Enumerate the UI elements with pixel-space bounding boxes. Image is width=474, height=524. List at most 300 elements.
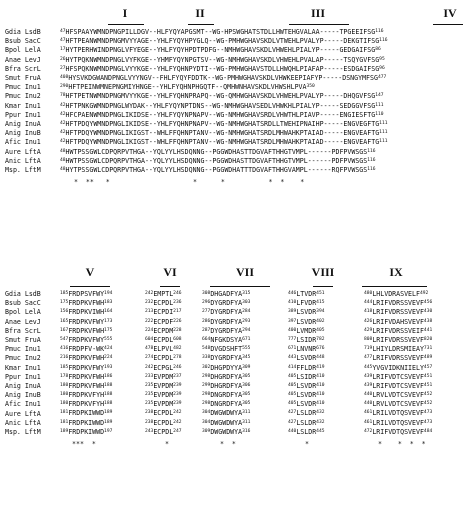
motif-text: ELPVL xyxy=(153,345,174,354)
organism-name: Pmuc Inu1 xyxy=(5,83,41,92)
sequence-row xyxy=(60,83,387,92)
sequence-text: HFTPDQYWMNDPNGLIKIDSE--YHLFYQHNPNAPV--WG-NMHWGHATSRDLLTWEHIPNAIHP-----ENGVEGFTG xyxy=(65,120,380,129)
position-end: 224 xyxy=(104,355,113,361)
position-end: 217 xyxy=(173,309,182,315)
position-end: 731 xyxy=(423,346,433,352)
conservation-stars: * xyxy=(305,440,309,448)
organism-name: Gdia LsdB xyxy=(5,290,41,298)
motif-text: DYGRDFYA xyxy=(210,317,243,326)
position-end: 608 xyxy=(173,336,182,342)
position-start: 418 xyxy=(364,309,373,315)
sequence-text: HFCPAENWMNDPNGLIKIDSE--YHLFYQYNPNAPV--WG-NMHWGHAVSRDLVHWTHLPIAVP-----ENGIESFTG xyxy=(65,110,376,119)
motif-cell xyxy=(202,299,250,308)
motif-cell xyxy=(145,373,181,382)
motif-text: LSIDR xyxy=(296,372,317,381)
position-end: 410 xyxy=(316,401,325,407)
motif-text: FRDPKVIWH xyxy=(68,308,105,317)
position-start: 42 xyxy=(60,139,66,145)
position-end: 303 xyxy=(242,300,251,306)
motif-cell xyxy=(364,382,432,391)
motif-text: DYGRDFYA xyxy=(210,308,243,317)
position-start: 427 xyxy=(288,410,297,416)
motif-cell xyxy=(202,382,250,391)
position-end: 432 xyxy=(316,419,325,425)
motif-text: ECPDL xyxy=(153,409,174,418)
position-start: 440 xyxy=(288,428,297,434)
motif-cell xyxy=(364,354,432,363)
position-end: 111 xyxy=(379,121,388,127)
position-start: 777 xyxy=(288,336,297,342)
motif-cell xyxy=(145,336,181,345)
position-start: 298 xyxy=(202,373,211,379)
motif-cell xyxy=(364,318,432,327)
position-start: 397 xyxy=(288,318,297,324)
motif-cell xyxy=(60,336,112,345)
position-start: 235 xyxy=(145,382,154,388)
position-start: 308 xyxy=(202,291,211,296)
position-end: 456 xyxy=(423,300,433,306)
position-start: 427 xyxy=(288,419,297,425)
motif-text: FRDPKVFWY xyxy=(68,363,105,372)
position-end: 175 xyxy=(104,327,113,333)
organism-name: Afic Inu1 xyxy=(5,400,41,409)
sequence-row xyxy=(60,138,387,147)
position-start: 338 xyxy=(202,355,211,361)
position-start: 181 xyxy=(60,410,69,416)
region-label-I: I xyxy=(122,6,128,20)
motif-text: LRIFVDRSSVEVF xyxy=(372,354,424,363)
region-bar-I xyxy=(108,24,144,25)
region-bar-VI xyxy=(160,286,180,287)
motif-cell xyxy=(145,308,181,317)
motif-cell xyxy=(60,391,112,400)
position-end: 452 xyxy=(423,401,433,407)
position-start: 26 xyxy=(60,56,66,62)
position-start: 439 xyxy=(364,382,373,388)
sequence-row xyxy=(60,327,470,336)
motif-cell xyxy=(288,409,324,418)
motif-text: FRDPKVFYH xyxy=(68,400,105,409)
motif-cell xyxy=(60,327,112,336)
motif-cell xyxy=(364,364,432,373)
position-start: 446 xyxy=(288,291,297,296)
motif-cell xyxy=(364,299,432,308)
organism-name: Pmuc Inu2 xyxy=(5,92,41,101)
position-end: 452 xyxy=(423,392,433,398)
organism-name: Anae LevJ xyxy=(5,55,41,64)
position-end: 482 xyxy=(173,346,182,352)
position-start: 461 xyxy=(364,410,373,416)
motif-text: DWGWDWYA xyxy=(210,418,243,427)
motif-text: ECPDM xyxy=(153,326,174,335)
motif-cell xyxy=(364,391,432,400)
organism-name: Bsub SacC xyxy=(5,299,41,308)
motif-cell xyxy=(60,400,112,409)
position-end: 284 xyxy=(242,309,251,315)
sequence-row xyxy=(60,56,387,65)
position-start: 216 xyxy=(60,355,69,361)
organism-name: Anic LftA xyxy=(5,156,41,165)
sequence-row xyxy=(60,148,387,157)
sequence-row xyxy=(60,400,470,409)
motif-text: LVMDR xyxy=(296,326,317,335)
motif-cell xyxy=(364,409,432,418)
sequence-text: HFTPDQYWMNDPNGLIKIGST--WHLFFQHNPTANV--WG-NMHWGHATSRDLMHWAHKPTAIAD-----ENGVEAFTG xyxy=(65,129,380,138)
position-start: 178 xyxy=(60,373,69,379)
position-start: 213 xyxy=(145,309,154,315)
position-start: 426 xyxy=(364,318,373,324)
motif-cell xyxy=(145,419,181,428)
motif-text: DYGRDFYA xyxy=(210,354,243,363)
motif-cell xyxy=(202,409,250,418)
sequence-text: HFTPNKGWMNDPNGLWYDAK--YHLFYQYNPTDNS--WG-NMHWGHAVSEDLVHWKHLPIALYP-----SEDGGVFSG xyxy=(65,101,376,110)
motif-text: FRDPKIWWD xyxy=(68,427,105,436)
position-end: 441 xyxy=(423,327,433,333)
motif-cell xyxy=(145,400,181,409)
position-end: 293 xyxy=(242,318,251,324)
position-end: 86 xyxy=(375,47,381,53)
position-end: 164 xyxy=(104,309,113,315)
motif-cell xyxy=(145,345,181,354)
position-end: 394 xyxy=(316,309,325,315)
motif-cell xyxy=(60,382,112,391)
motif-text: DHGPDYYA xyxy=(210,363,243,372)
motif-text: FFLDR xyxy=(296,363,317,372)
motif-cell xyxy=(288,336,324,345)
position-start: 444 xyxy=(364,300,373,306)
motif-text: LSVDR xyxy=(296,400,317,409)
position-start: 17 xyxy=(60,47,66,53)
position-start: 309 xyxy=(202,428,211,434)
motif-cell xyxy=(288,345,324,354)
organism-name: Msp. LftM xyxy=(5,428,41,437)
motif-text: EVPDM xyxy=(153,372,174,381)
motif-cell xyxy=(145,354,181,363)
position-start: 277 xyxy=(202,309,211,315)
position-end: 246 xyxy=(173,364,182,370)
motif-cell xyxy=(364,308,432,317)
position-end: 473 xyxy=(423,419,433,425)
sequence-block-top xyxy=(60,28,387,175)
organism-name: Bsub SacC xyxy=(5,37,41,46)
sequence-row xyxy=(60,364,470,373)
motif-text: FRDPKVFWH xyxy=(68,326,105,335)
sequence-row xyxy=(60,120,387,129)
position-start: 405 xyxy=(288,382,297,388)
sequence-text: HYTPSSGWLCDPQRPVTHGA--YQLYYLHSDQNNG--PGGWDHATTTDGVAFTHHGVAMPL------RQFPVWSGS xyxy=(65,166,368,175)
organism-name: Ppur Inu1 xyxy=(5,110,41,119)
conservation-stars: * * * * xyxy=(378,440,426,448)
motif-cell xyxy=(288,373,324,382)
motif-text: LSVDR xyxy=(296,354,317,363)
position-start: 167 xyxy=(60,327,69,333)
motif-cell xyxy=(288,327,324,336)
motif-text: YVGVIDKNIIELY xyxy=(372,363,424,372)
position-start: 242 xyxy=(145,291,154,296)
region-label-VIII: VIII xyxy=(311,265,335,279)
sequence-text: HFTPDQYWMNDPNGLIKIGST--WHLFFQHNPTANV--WG-NMHWGHATSRDLMHWAHKPTAIAD-----ENGVEAFTG xyxy=(65,138,380,147)
sequence-row xyxy=(60,166,387,175)
position-end: 492 xyxy=(419,291,429,296)
motif-text: DHGRDFYA xyxy=(210,372,243,381)
motif-text: LRVLVDTCSVEVF xyxy=(372,400,424,409)
motif-text: FRDPKIWWD xyxy=(68,409,105,418)
motif-cell xyxy=(202,373,250,382)
motif-cell xyxy=(202,290,250,299)
position-start: 480 xyxy=(364,291,373,296)
position-end: 242 xyxy=(173,410,182,416)
motif-cell xyxy=(145,327,181,336)
motif-text: FRDPKVFWY xyxy=(68,317,105,326)
position-end: 451 xyxy=(316,291,325,296)
position-start: 719 xyxy=(364,346,373,352)
position-end: 239 xyxy=(173,382,182,388)
position-start: 290 xyxy=(60,84,69,90)
motif-cell xyxy=(145,391,181,400)
position-end: 242 xyxy=(173,419,182,425)
organism-name: Aure LftA xyxy=(5,147,41,156)
position-end: 410 xyxy=(316,392,325,398)
motif-cell xyxy=(364,400,432,409)
organism-name: Anig InuA xyxy=(5,120,41,129)
motif-text: DHGRDFYA xyxy=(210,381,243,390)
position-end: 676 xyxy=(316,346,325,352)
motif-cell xyxy=(145,409,181,418)
position-end: 430 xyxy=(423,309,433,315)
motif-cell xyxy=(364,327,432,336)
position-start: 405 xyxy=(288,373,297,379)
position-start: 286 xyxy=(202,318,211,324)
organism-name: Pmuc Inu2 xyxy=(5,354,41,363)
sequence-row xyxy=(60,299,470,308)
position-end: 489 xyxy=(423,355,433,361)
sequence-text: HYSVKDGWANDPNGLVYYNGV--FHLFYQYFDDTK--WG-PMHWGHAVSKDLVHWKEEPIAFYP-----DSNGYMFSG xyxy=(68,74,378,83)
position-start: 180 xyxy=(60,401,69,407)
sequence-row xyxy=(60,129,387,138)
conservation-stars-top: * ** * * * * * * xyxy=(66,178,305,186)
position-start: 429 xyxy=(364,327,373,333)
position-start: 416 xyxy=(60,346,69,352)
motif-cell xyxy=(288,364,324,373)
position-start: 604 xyxy=(145,336,154,342)
motif-cell xyxy=(145,364,181,373)
motif-text: FRDPKVFWH xyxy=(68,381,105,390)
motif-text: LSVDR xyxy=(296,317,317,326)
motif-text: LSLDR xyxy=(296,409,317,418)
sequence-row xyxy=(60,74,387,83)
organism-name: Bpol LelA xyxy=(5,46,41,55)
motif-cell xyxy=(202,354,250,363)
position-end: 309 xyxy=(242,364,251,370)
position-start: 47 xyxy=(60,38,66,44)
position-start: 548 xyxy=(202,346,211,352)
region-bar-II xyxy=(188,24,214,25)
motif-text: NFGKDSYA xyxy=(210,335,243,344)
motif-cell xyxy=(60,299,112,308)
sequence-row xyxy=(60,290,470,299)
sequence-text: HFSPQKNWMNDPNGLVYYKGE--YHLFYQHNPYDTI--WG-PMHWGHAVSTDLLHWQHLPIAFAP-----ESDGAIFSG xyxy=(65,64,380,73)
motif-text: FRDPKVFYH xyxy=(68,391,105,400)
motif-text: LRIFVDRSSVEVF xyxy=(372,308,424,317)
position-start: 298 xyxy=(202,401,211,407)
position-start: 165 xyxy=(60,318,69,324)
motif-text: LSVDR xyxy=(296,308,317,317)
motif-text: FRDPFV-WK xyxy=(68,345,105,354)
position-end: 111 xyxy=(379,130,388,136)
motif-text: FRDPKVFWY xyxy=(68,335,105,344)
position-end: 410 xyxy=(316,373,325,379)
motif-cell xyxy=(364,428,432,437)
position-start: 304 xyxy=(202,410,211,416)
motif-text: EVPDM xyxy=(153,391,174,400)
organism-name: Anig InuA xyxy=(5,382,41,391)
position-start: 302 xyxy=(202,364,211,370)
motif-text: ECPDL xyxy=(153,418,174,427)
position-start: 440 xyxy=(364,392,373,398)
position-start: 222 xyxy=(145,318,154,324)
sequence-text: HFSPAAYWMNDPNGPILLDGV--HLFYQYAPGSMT--WG-HPSWGHATSTDLLHWTEHGVALAA-----TPGEEIFSG xyxy=(65,28,376,36)
sequence-row xyxy=(60,354,470,363)
position-start: 42 xyxy=(60,121,66,127)
sequence-text: HYTPERHWINDPNGLVFYEGE--YHLFYQYHPDTPDFG--NMHWGHAVSKDLVHWEHLPIALYP-----GEDGAIFSG xyxy=(65,46,376,55)
position-start: 478 xyxy=(145,346,154,352)
motif-text: ECPDI xyxy=(153,308,174,317)
position-end: 189 xyxy=(104,419,113,425)
motif-cell xyxy=(364,290,428,299)
motif-text: LRVLVDTCSVEVF xyxy=(372,391,424,400)
position-start: 443 xyxy=(288,355,297,361)
sequence-row xyxy=(60,28,387,37)
sequence-row xyxy=(60,111,387,120)
organism-name: Kmar Inu1 xyxy=(5,101,41,110)
motif-text: LSLDR xyxy=(296,418,317,427)
motif-text: LSLDR xyxy=(296,427,317,436)
position-start: 477 xyxy=(364,355,373,361)
motif-text: LSIDR xyxy=(296,335,317,344)
motif-cell xyxy=(364,345,432,354)
motif-text: EVPDM xyxy=(153,400,174,409)
motif-text: LRIFVDTQSVEVF xyxy=(372,427,424,436)
motif-text: LRIFVDRSSVEVF xyxy=(372,299,424,308)
position-start: 78 xyxy=(60,93,66,99)
motif-text: DYGRDFYA xyxy=(210,299,243,308)
position-end: 405 xyxy=(316,327,325,333)
motif-text: ECPDL xyxy=(153,427,174,436)
motif-text: ECPDF xyxy=(153,317,174,326)
position-start: 156 xyxy=(60,309,69,315)
position-end: 237 xyxy=(173,373,182,379)
position-end: 116 xyxy=(367,157,376,163)
motif-cell xyxy=(60,308,112,317)
organism-name: Bfra ScrL xyxy=(5,326,41,335)
organism-name: Smut FruA xyxy=(5,336,41,345)
position-start: 42 xyxy=(60,102,66,108)
motif-text: EMPTL xyxy=(153,290,174,298)
motif-cell xyxy=(60,409,112,418)
sequence-row xyxy=(60,46,387,55)
organism-name: Anae LevJ xyxy=(5,317,41,326)
organism-name: Pmuc Inu1 xyxy=(5,345,41,354)
sequence-row xyxy=(60,37,387,46)
sequence-text: HFTPETNWMNDPNGMVYYKGE--YHLFYQHNPRAPQ--WG-QMHWGHAVSKDLVHWEHLPVALYP-----DHQGVFSG xyxy=(65,92,376,101)
position-start: 42 xyxy=(60,111,66,117)
position-start: 27 xyxy=(60,65,66,71)
position-end: 350 xyxy=(306,84,315,90)
position-start: 461 xyxy=(364,419,373,425)
motif-text: LRILVDTQSVEVF xyxy=(372,418,424,427)
motif-text: LTVDR xyxy=(296,290,317,298)
motif-text: LNVNR xyxy=(296,345,317,354)
position-start: 298 xyxy=(202,392,211,398)
position-end: 188 xyxy=(104,392,113,398)
position-start: 304 xyxy=(202,419,211,425)
motif-text: DYGRDFYA xyxy=(210,326,243,335)
position-start: 224 xyxy=(145,327,154,333)
motif-text: ECPGL xyxy=(153,363,174,372)
position-end: 110 xyxy=(375,111,384,117)
position-end: 116 xyxy=(375,29,384,34)
motif-cell xyxy=(288,419,324,428)
region-label-IV: IV xyxy=(443,6,457,20)
region-label-VI: VI xyxy=(163,265,177,279)
position-start: 47 xyxy=(60,29,66,34)
motif-text: LHLVDRASVELF xyxy=(372,290,420,298)
motif-text: LHIYLDRSMIEAY xyxy=(372,345,424,354)
position-start: 175 xyxy=(60,300,69,306)
position-start: 547 xyxy=(60,336,69,342)
position-start: 238 xyxy=(145,419,154,425)
motif-text: LRIFVDRSSVEVF xyxy=(372,335,424,344)
motif-cell xyxy=(202,364,250,373)
position-end: 305 xyxy=(242,373,251,379)
motif-cell xyxy=(145,428,181,437)
motif-cell xyxy=(202,318,250,327)
motif-cell xyxy=(202,336,250,345)
organism-name: Anic LftA xyxy=(5,418,41,427)
motif-text: DVGDSHFT xyxy=(210,345,243,354)
position-end: 188 xyxy=(104,401,113,407)
position-end: 305 xyxy=(242,392,251,398)
position-start: 408 xyxy=(60,75,69,81)
organism-list-bottom xyxy=(5,290,41,437)
position-end: 424 xyxy=(104,346,113,352)
sequence-text: HWTPSSGWLCDPQRPVTHGA--YQLYYLHSDQNNG--PGGWDHASTTDGVAFTHHGTVMPL------PDFPVWSGS xyxy=(65,147,368,156)
position-end: 116 xyxy=(367,167,376,173)
position-end: 239 xyxy=(173,392,182,398)
sequence-text: HFTPEANWMNDPNGMVYYAGE--YHLFYQYHPYGLQ--WG-PMHWGHAVSKDLVTWEHLPVALYP-----DEKGTIFSG xyxy=(65,37,380,46)
region-bar-IX xyxy=(362,286,427,287)
position-start: 181 xyxy=(60,419,69,425)
position-end: 96 xyxy=(379,65,385,71)
position-start: 410 xyxy=(288,300,297,306)
motif-cell xyxy=(202,308,250,317)
position-start: 296 xyxy=(202,300,211,306)
position-start: 48 xyxy=(60,148,66,154)
organism-name: Gdia LsdB xyxy=(5,28,41,36)
position-end: 311 xyxy=(242,410,251,416)
motif-cell xyxy=(288,290,324,299)
position-end: 173 xyxy=(104,318,113,324)
position-start: 235 xyxy=(145,392,154,398)
position-end: 448 xyxy=(316,355,325,361)
position-start: 671 xyxy=(288,346,297,352)
position-start: 185 xyxy=(60,364,69,370)
position-start: 445 xyxy=(364,364,373,370)
position-start: 664 xyxy=(202,336,211,342)
sequence-row xyxy=(60,428,470,437)
motif-cell xyxy=(288,400,324,409)
motif-text: FRDPKIWWD xyxy=(68,418,105,427)
